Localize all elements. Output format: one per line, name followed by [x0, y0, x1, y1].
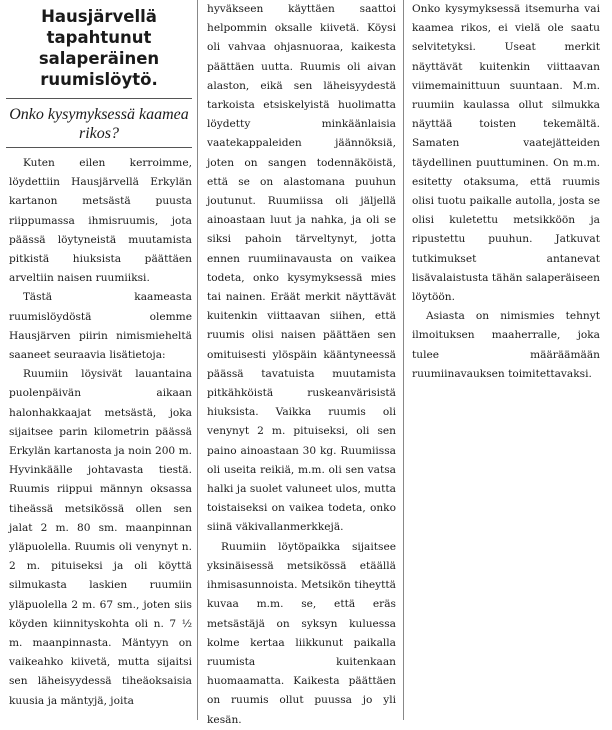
- article-paragraph: Asiasta on nimismies tehnyt ilmoituksen maaherralle, joka tulee määräämään ruumiinavauksen toimitettavaksi.: [412, 310, 600, 380]
- article-subheadline: Onko kysymyksessä kaamea rikos?: [9, 106, 189, 142]
- article-paragraph-continued: hyväkseen käyttäen saattoi helpommin oksalle kiivetä. Köysi oli vahvaa ohjasnuoraa, kaikesta päättäen uutta. Ruumis oli aivan alaston, eikä sen läheisyydestä tarkoista etsiskelyistä huolimatta löydetty minkäänlaisia vaatekappaleiden jäännöksiä, joten on sangen todennäköistä, että se on alastomana puuhun joutunut. Ruumiissa oli jäljellä ainoastaan luut ja nahka, ja oli se siksi pahoin tärveltynyt, jotta ennen ruumiinavausta on vaikea todeta, onko kysymyksessä mies tai nainen. Eräät merkit näyttävät kuitenkin viittaavan siihen, että ruumis olisi naisen päättäen sen omituisesti ylöspäin kääntyneessä päässä tavatuista muutamista pitkähköistä ruskeanvärisistä hiuksista. Vaikka ruumis oli venynyt 2 m. pituiseksi, oli sen paino ainoastaan 30 kg. Ruumiissa oli useita reikiä, m.m. oli sen vatsa halki ja suolet valuneet ulos, mutta toistaiseksi on vaikea todeta, onko siinä väkivallanmerkkejä.: [207, 3, 396, 534]
- article-paragraph: Tästä kaameasta ruumislöydöstä olemme Hausjärven piirin nimismieheltä saaneet seuraavia lisätietoja:: [9, 291, 192, 362]
- article-headline: Hausjärvellä tapahtunut salaperäinen ruumislöytö.: [38, 7, 160, 89]
- article-paragraph-continued: Onko kysymyksessä itsemurha vai kaamea rikos, ei vielä ole saatu selvitetyksi. Useat merkit näyttävät kuitenkin viittaavan viimemainittuun suuntaan. M.m. ruumiin kaulassa ollut silmukka näyttää toisten tekemältä. Samaten vaatejätteiden täydellinen puuttuminen. On m.m. esitetty otaksuma, että ruumis olisi tuotu paikalle autolla, josta se olisi kuletettu metsikköön ja ripustettu puuhun. Jatkuvat tutkimukset antanevat lisävalaistusta tähän salaperäiseen löytöön.: [412, 3, 600, 304]
- article-column-1: [0, 0, 198, 711]
- article-paragraph: Kuten eilen kerroimme, löydettiin Hausjärvellä Erkylän kartanon metsästä puusta riippumassa ihmisruumis, jota päässä löytyneistä muutamista pitkistä hiuksista päättäen arveltiin naisen ruumiiksi.: [9, 157, 192, 285]
- article-paragraph: Ruumiin löysivät lauantaina puolenpäivän aikaan halonhakkaajat metsästä, joka sijaitsee parin kilometrin päässä Erkylän kartanosta ja noin 200 m. Hyvinkäälle johtavasta tiestä. Ruumis riippui männyn oksassa tiheässä metsikössä ollen sen jalat 2 m. 80 sm. maanpinnan yläpuolella. Ruumis oli venynyt n. 2 m. pituiseksi ja oli köyttä silmukasta laskien ruumiin yläpuolella 2 m. 67 sm., joten siis köyden kiinnityskohta oli n. 7 ½ m. maanpinnasta. Mäntyyn on vaikeahko kiivetä, mutta sijaitsi sen läheisyydessä tiheäoksaisia kuusia ja mäntyjä, joita: [9, 368, 192, 707]
- article-column-3: [402, 0, 606, 384]
- article-paragraph: Ruumiin löytöpaikka sijaitsee yksinäisessä metsikössä etäällä ihmisasunnoista. Metsikön tiheyttä kuvaa m.m. se, että eräs metsästäjä on syksyn kuluessa kolme kertaa liikkunut paikalla ruumista kuitenkaan huomaamatta. Kaikesta päättäen on ruumis ollut puussa jo yli kesän.: [207, 540, 396, 726]
- headline-divider: [6, 98, 192, 99]
- subheadline-divider: [6, 147, 192, 148]
- article-column-2: [198, 0, 402, 730]
